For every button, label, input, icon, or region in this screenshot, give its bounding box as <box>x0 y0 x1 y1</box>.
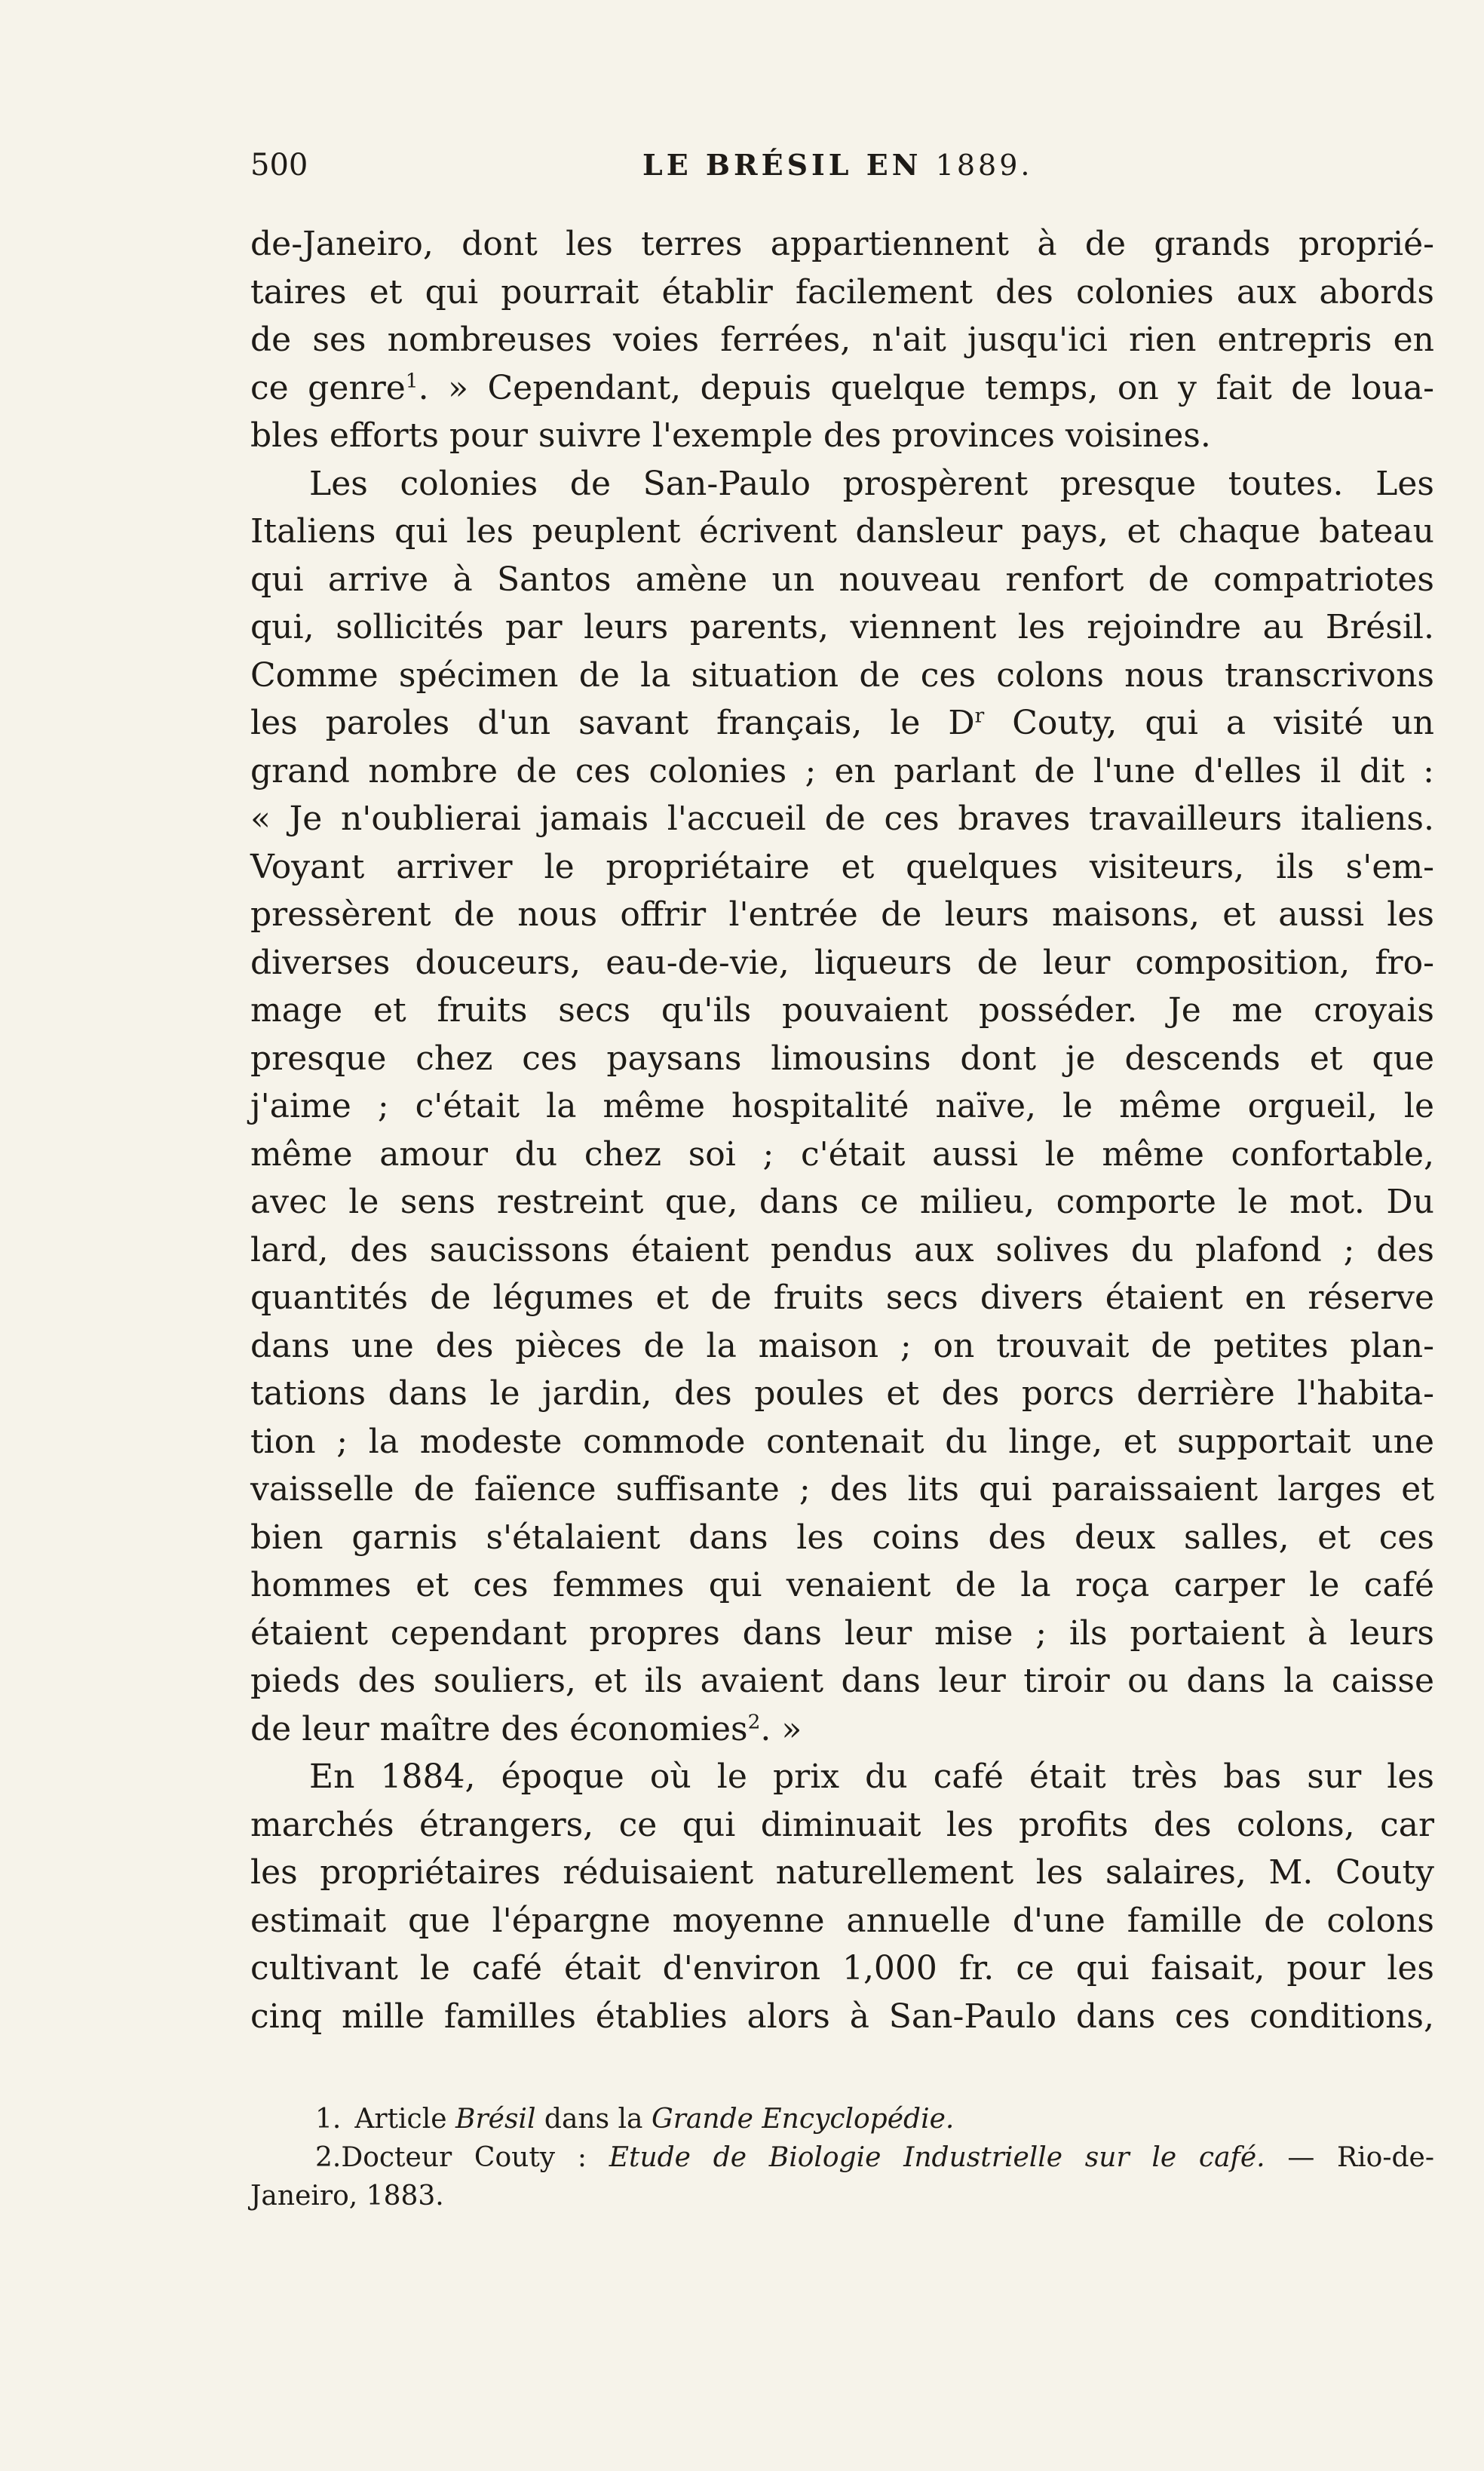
body-line: marchés étrangers, ce qui diminuait les profits des colons, car <box>250 1805 1434 1844</box>
running-title <box>642 148 1032 182</box>
body-line: les propriétaires réduisaient naturellement les salaires, M. Couty <box>250 1853 1434 1892</box>
body-line-text: de leur maître des économies <box>250 1709 748 1748</box>
body-line: même amour du chez soi ; c'était aussi le même confortable, <box>250 1134 1434 1174</box>
body-line: Voyant arriver le propriétaire et quelques visiteurs, ils s'em- <box>250 847 1434 886</box>
body-line-text: ce genre <box>250 368 406 407</box>
body-line: bles efforts pour suivre l'exemple des provinces voisines. <box>250 416 1211 455</box>
superscript-r: r <box>974 704 985 728</box>
footnote-2 <box>250 2138 1434 2177</box>
body-line: hommes et ces femmes qui venaient de la roça carper le café <box>250 1566 1434 1604</box>
footnote-2-mark: 2. <box>315 2142 342 2173</box>
body-line: Comme spécimen de la situation de ces colons nous transcrivons <box>250 655 1434 695</box>
body-line: pressèrent de nous offrir l'entrée de leurs maisons, et aussi les <box>250 895 1434 934</box>
footnote-2-continuation: Janeiro, 1883. <box>250 2181 444 2212</box>
body-line: Italiens qui les peuplent écrivent dansleur pays, et chaque bateau <box>250 512 1434 551</box>
body-line: pieds des souliers, et ils avaient dans leur tiroir ou dans la caisse <box>250 1662 1434 1700</box>
footnote-2-text: Docteur Couty : <box>341 2142 609 2173</box>
footnote-1 <box>250 2100 1434 2138</box>
body-line <box>250 364 1434 413</box>
running-header <box>250 148 1442 193</box>
running-title-text: LE BRÉSIL EN <box>642 148 922 182</box>
body-line: mage et fruits secs qu'ils pouvaient posséder. Je me croyais <box>250 991 1434 1030</box>
body-line: étaient cependant propres dans leur mise ; ils portaient à leurs <box>250 1613 1434 1653</box>
body-line: presque chez ces paysans limousins dont je descends et que <box>250 1039 1434 1078</box>
body-line: Les colonies de San-Paulo prospèrent presque toutes. Les <box>309 464 1434 503</box>
body-line: tion ; la modeste commode contenait du linge, et supportait une <box>250 1422 1434 1461</box>
body-line: quantités de légumes et de fruits secs divers étaient en réserve <box>250 1278 1434 1317</box>
body-line: En 1884, époque où le prix du café était très bas sur les <box>309 1757 1434 1796</box>
running-title-year: 1889. <box>935 149 1033 182</box>
body-line-text: . » <box>760 1709 802 1748</box>
body-line: taires et qui pourrait établir facilement des colonies aux abords <box>250 272 1434 312</box>
body-line: lard, des saucissons étaient pendus aux solives du plafond ; des <box>250 1230 1434 1269</box>
page-number: 500 <box>250 148 308 183</box>
footnote-ref-1: 1 <box>405 368 419 392</box>
footnotes <box>250 2100 1434 2215</box>
body-line: « Je n'oublierai jamais l'accueil de ces braves travailleurs italiens. <box>250 800 1434 838</box>
body-line: avec le sens restreint que, dans ce milieu, comporte le mot. Du <box>250 1183 1434 1221</box>
footnote-ref-2: 2 <box>747 1709 761 1733</box>
footnote-1-italic: Grande Encyclopédie. <box>651 2104 955 2135</box>
footnote-1-text: Article <box>354 2104 455 2135</box>
footnote-1-italic: Brésil <box>455 2104 536 2135</box>
footnote-2-text: — Rio-de- <box>1265 2142 1434 2173</box>
body-line: qui, sollicités par leurs parents, viennent les rejoindre au Brésil. <box>250 608 1434 646</box>
body-line: dans une des pièces de la maison ; on trouvait de petites plan- <box>250 1326 1434 1365</box>
body-line <box>250 1705 1434 1754</box>
body-line: j'aime ; c'était la même hospitalité naïve, le même orgueil, le <box>250 1087 1434 1125</box>
body-line <box>250 699 1434 747</box>
body-text <box>250 220 1434 2040</box>
body-line: de ses nombreuses voies ferrées, n'ait jusqu'ici rien entrepris en <box>250 321 1434 359</box>
body-line: cinq mille familles établies alors à San-Paulo dans ces conditions, <box>250 1997 1434 2036</box>
footnote-2-italic: Etude de Biologie Industrielle sur le café. <box>609 2142 1265 2173</box>
body-line: qui arrive à Santos amène un nouveau renfort de compatriotes <box>250 560 1434 599</box>
body-line: cultivant le café était d'environ 1,000 fr. ce qui faisait, pour les <box>250 1949 1434 1988</box>
body-line: tations dans le jardin, des poules et des porcs derrière l'habita- <box>250 1374 1434 1413</box>
body-line-text: . » Cependant, depuis quelque temps, on y fait de loua- <box>418 368 1434 407</box>
body-line: grand nombre de ces colonies ; en parlant de l'une d'elles il dit : <box>250 751 1434 790</box>
body-line-text: les paroles d'un savant français, le D <box>250 704 975 742</box>
body-line: bien garnis s'étalaient dans les coins des deux salles, et ces <box>250 1518 1434 1557</box>
body-line: estimait que l'épargne moyenne annuelle d'une famille de colons <box>250 1901 1434 1940</box>
body-line-text: Couty, qui a visité un <box>984 704 1434 742</box>
body-line: de-Janeiro, dont les terres appartiennent à de grands proprié- <box>250 225 1434 263</box>
footnote-1-text: dans la <box>535 2104 652 2135</box>
body-line: vaisselle de faïence suffisante ; des lits qui paraissaient larges et <box>250 1470 1434 1509</box>
footnote-1-mark: 1. <box>315 2104 342 2135</box>
body-line: diverses douceurs, eau-de-vie, liqueurs de leur composition, fro- <box>250 943 1434 982</box>
